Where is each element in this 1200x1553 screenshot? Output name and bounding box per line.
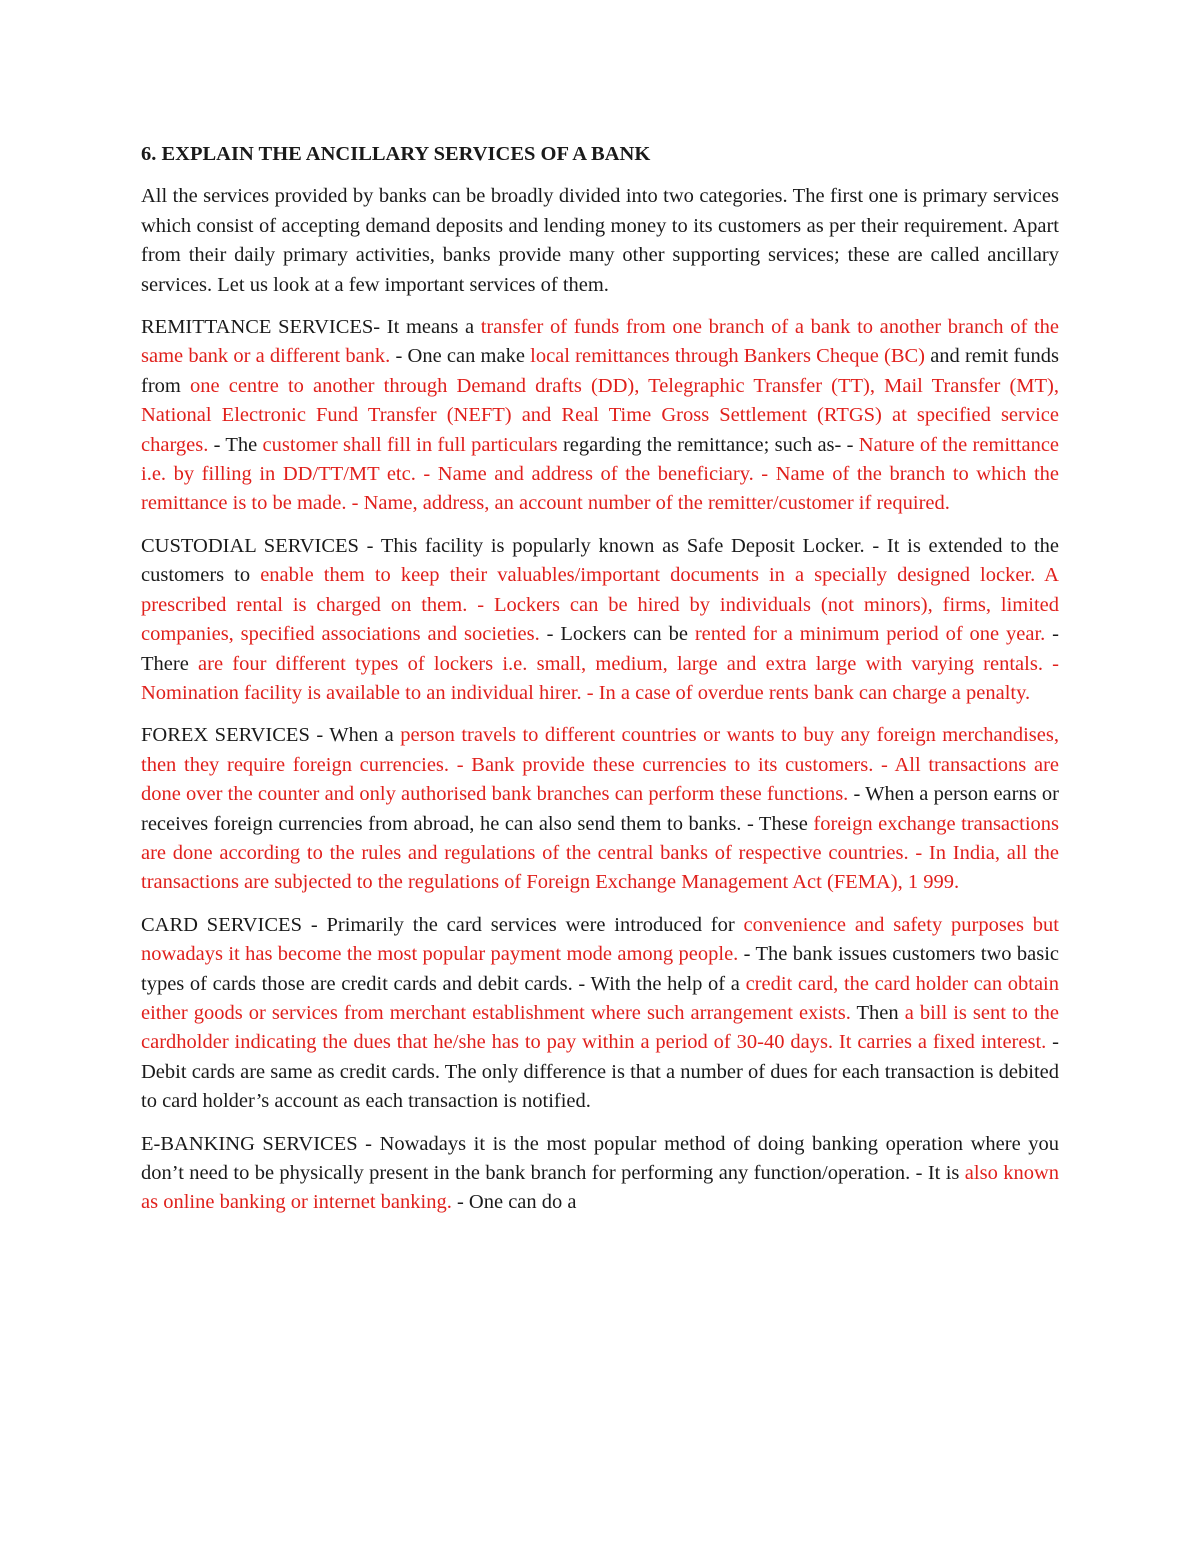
document-body [141, 182, 1059, 1217]
body-text: - Lockers can be [539, 623, 695, 646]
body-text: - One can do a [451, 1191, 577, 1214]
highlighted-text: local remittances through Bankers Cheque (BC) [530, 345, 925, 368]
card-paragraph [141, 911, 1059, 1117]
body-text: REMITTANCE SERVICES- It means a [141, 316, 481, 339]
body-text: E-BANKING SERVICES - Nowadays it is the most popular method of doing banking operation where you don’t need to be physically present in the bank branch for performing any function/operation. - It is [141, 1132, 1059, 1184]
body-text: CUSTODIAL SERVICES - This facility is popularly known as Safe Deposit Locker. - It is extended to the customers to [141, 534, 1059, 587]
remittance-paragraph [141, 313, 1059, 519]
highlighted-text: Nature of the remittance i.e. by filling in DD/TT/MT etc. - Name and address of the beneficiary. - Name of the branch to which the remittance is to be made. - Name, address, an account number of the remitter/customer if required. [141, 433, 1060, 515]
body-text: - Debit cards are same as credit cards. The only difference is that a number of dues for each transaction is debited to card holder’s account as each transaction is notified. [141, 1031, 1060, 1113]
ebanking-paragraph [141, 1130, 1059, 1218]
body-text: Then [850, 1001, 905, 1024]
highlighted-text: person travels to different countries or wants to buy any foreign merchandises, then they require foreign currencies. - Bank provide these currencies to its customers. - All transactions are done over the counter and only authorised bank branches can perform these functions. [141, 724, 1059, 806]
document-page [141, 140, 1059, 1231]
body-text: and remit funds from [141, 345, 1060, 397]
body-text: - The bank issues customers two basic types of cards those are credit cards and debit cards. - With the help of a [141, 943, 1060, 995]
document-title: 6. EXPLAIN THE ANCILLARY SERVICES OF A BANK [141, 143, 651, 165]
highlighted-text: rented for a minimum period of one year. [694, 623, 1046, 646]
body-text: CARD SERVICES - Primarily the card services were introduced for [141, 913, 744, 936]
highlighted-text: foreign exchange transactions are done according to the rules and regulations of the central banks of respective countries. - In India, all the transactions are subjected to the regulations of Foreign Exchange Management Act (FEMA), 1 999. [141, 812, 1059, 894]
highlighted-text: credit card, the card holder can obtain either goods or services from merchant establishment where such arrangement exists. [141, 972, 1059, 1024]
highlighted-text: are four different types of lockers i.e. small, medium, large and extra large with varying rentals. - Nomination facility is available to an individual hirer. - In a case of overdue rents bank can charge a penalty. [141, 652, 1059, 704]
body-text: - One can make [390, 345, 531, 368]
highlighted-text: enable them to keep their valuables/important documents in a specially designed locker. A prescribed rental is charged on them. - Lockers can be hired by individuals (not minors), firms, limited companies, specified associations and societies. [141, 564, 1059, 646]
body-text: FOREX SERVICES - When a [141, 724, 401, 747]
highlighted-text: one centre to another through Demand drafts (DD), Telegraphic Transfer (TT), Mail Transfer (MT), National Electronic Fund Transfer (NEFT) and Real Time Gross Settlement (RTGS) at specified service charges. [141, 374, 1059, 456]
forex-paragraph [141, 721, 1059, 897]
highlighted-text: transfer of funds from one branch of a bank to another branch of the same bank or a different bank. [141, 316, 1059, 368]
intro-paragraph [141, 182, 1059, 300]
body-text: - There [141, 623, 1060, 675]
highlighted-text: a bill is sent to the cardholder indicating the dues that he/she has to pay within a period of 30-40 days. It carries a fixed interest. [141, 1001, 1059, 1054]
highlighted-text: customer shall fill in full particulars [262, 433, 558, 456]
body-text: - The [208, 433, 263, 456]
highlighted-text: also known as online banking or internet banking. [141, 1162, 1060, 1214]
body-text: regarding the remittance; such as- - [557, 433, 859, 456]
body-text: - When a person earns or receives foreign currencies from abroad, he can also send them to banks. - These [141, 783, 1059, 835]
body-text: All the services provided by banks can be broadly divided into two categories. The first one is primary services which consist of accepting demand deposits and lending money to its customers as per their requirement. Apart from their daily primary activities, banks provide many other supporting services; these are called ancillary services. Let us look at a few important services of them. [141, 185, 1059, 296]
highlighted-text: convenience and safety purposes but nowadays it has become the most popular payment mode among people. [141, 913, 1059, 966]
custodial-paragraph [141, 532, 1059, 708]
